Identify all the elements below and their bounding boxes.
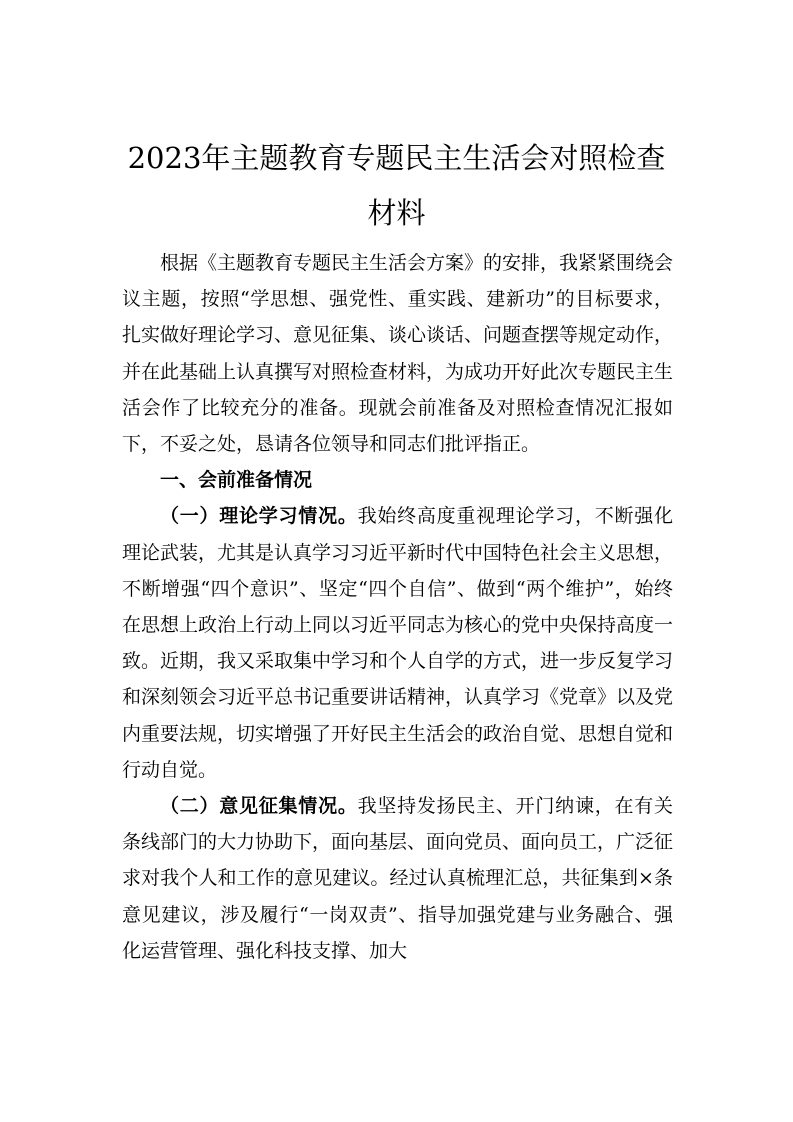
theory-study-paragraph — [122, 498, 673, 788]
theory-study-text: 我始终高度重视理论学习，不断强化理论武装，尤其是认真学习习近平新时代中国特色社会主义思想，不断增强“四个意识”、坚定“四个自信”、做到“两个维护”，始终在思想上政治上行动上同以习近平同志为核心的党中央保持高度一致。近期，我又采取集中学习和个人自学的方式，进一步反复学习和深刻领会习近平总书记重要讲话精神，认真学习《党章》以及党内重要法规，切实增强了开好民主生活会的政治自觉、思想自觉和行动自觉。 — [122, 505, 674, 781]
theory-study-lead: （一）理论学习情况。 — [160, 505, 358, 528]
opinion-collection-lead: （二）意见征集情况。 — [160, 795, 358, 818]
document-body — [122, 245, 673, 969]
section-1-heading: 一、会前准备情况 — [160, 469, 313, 492]
opinion-collection-paragraph — [122, 788, 673, 969]
opinion-collection-text: 我坚持发扬民主、开门纳谏，在有关条线部门的大力协助下，面向基层、面向党员、面向员工，广泛征求对我个人和工作的意见建议。经过认真梳理汇总，共征集到×条意见建议，涉及履行“一岗双责”、指导加强党建与业务融合、强化运营管理、强化科技支撑、加大 — [122, 795, 674, 962]
intro-paragraph: 根据《主题教育专题民主生活会方案》的安排，我紧紧围绕会议主题，按照“学思想、强党性、重实践、建新功”的目标要求，扎实做好理论学习、意见征集、谈心谈话、问题查摆等规定动作，并在此基础上认真撰写对照检查材料，为成功开好此次专题民主生活会作了比较充分的准备。现就会前准备及对照检查情况汇报如下，不妥之处，恳请各位领导和同志们批评指正。 — [122, 252, 674, 456]
document-title-line-2: 材料 — [367, 196, 426, 230]
document-title-line-1: 2023年主题教育专题民主生活会对照检查 — [127, 141, 666, 175]
